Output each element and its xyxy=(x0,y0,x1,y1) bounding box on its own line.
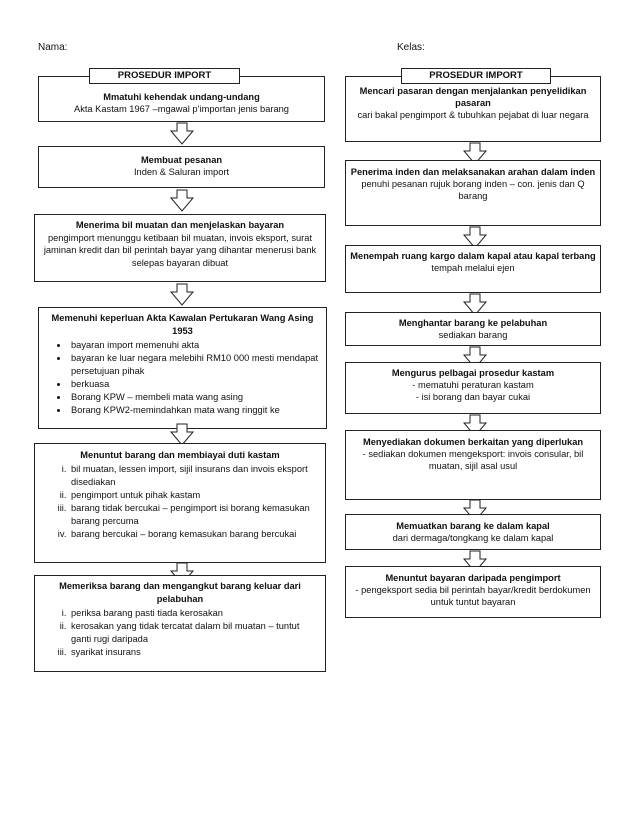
right-b7-title: Memuatkan barang ke dalam kapal xyxy=(396,521,550,531)
left-b5-list xyxy=(39,463,321,541)
left-b4-list xyxy=(43,339,322,417)
left-box-memeriksa xyxy=(34,575,326,672)
right-b8-title: Menuntut bayaran daripada pengimport xyxy=(385,573,561,583)
left-b6-item: iii. syarikat insurans xyxy=(69,646,321,659)
right-b5-title: Mengurus pelbagai prosedur kastam xyxy=(391,368,555,378)
right-prosedur-tag: PROSEDUR IMPORT xyxy=(401,68,551,84)
right-box-bayaran xyxy=(345,566,601,618)
right-b2-body: penuhi pesanan rujuk borang inden – con. jenis dan Q barang xyxy=(361,179,585,201)
right-box-memuatkan xyxy=(345,514,601,550)
left-box-pesanan xyxy=(38,146,325,188)
left-b5-item: ii. pengimport untuk pihak kastam xyxy=(69,489,321,502)
right-b7-body: dari dermaga/tongkang ke dalam kapal xyxy=(392,533,554,543)
right-box-ruang-kargo xyxy=(345,245,601,293)
left-b4-item: • Borang KPW – membeli mata wang asing xyxy=(69,391,322,404)
left-b6-item: ii. kerosakan yang tidak tercatat dalam bil muatan – tuntut ganti rugi daripada xyxy=(69,620,321,646)
right-box-pasaran xyxy=(345,76,601,142)
left-b5-item: i. bil muatan, lessen import, sijil insurans dan invois eksport disediakan xyxy=(69,463,321,489)
nama-label: Nama: xyxy=(38,42,68,53)
right-b5-line1: - mematuhi peraturan kastam xyxy=(412,380,534,390)
left-b5-item: iii. barang tidak bercukai – pengimport isi borang kemasukan barang percuma xyxy=(69,502,321,528)
left-b6-title: Memeriksa barang dan mengangkut barang keluar dari pelabuhan xyxy=(59,581,301,604)
right-b4-body: sediakan barang xyxy=(438,330,508,340)
left-b4-item: • bayaran ke luar negara melebihi RM10 000 mesti mendapat persetujuan pihak xyxy=(69,352,322,378)
left-b2-body: Inden & Saluran import xyxy=(133,167,230,177)
left-arrow-3 xyxy=(170,283,194,307)
left-arrow-1 xyxy=(170,122,194,146)
right-box-pelabuhan xyxy=(345,312,601,346)
left-prosedur-tag: PROSEDUR IMPORT xyxy=(89,68,240,84)
left-b1-body: Akta Kastam 1967 –mgawal p’importan jenis barang xyxy=(74,104,289,114)
right-b5-line2: - isi borang dan bayar cukai xyxy=(415,392,531,402)
right-b1-title: Mencari pasaran dengan menjalankan penyelidikan pasaran xyxy=(359,86,587,108)
kelas-label: Kelas: xyxy=(397,42,425,53)
right-b3-body: tempah melalui ejen xyxy=(431,263,515,273)
right-b6-body: - sediakan dokumen mengeksport: invois consular, bil muatan, sijil asal usul xyxy=(362,449,584,471)
left-b6-list xyxy=(39,607,321,659)
right-b3-title: Menempah ruang kargo dalam kapal atau kapal terbang xyxy=(350,251,596,261)
left-b4-title: Memenuhi keperluan Akta Kawalan Pertukaran Wang Asing 1953 xyxy=(51,313,314,336)
right-box-dokumen xyxy=(345,430,601,500)
left-b5-item: iv. barang bercukai – borang kemasukan barang bercukai xyxy=(69,528,321,541)
left-box-duti-kastam xyxy=(34,443,326,563)
left-box-akta-kawalan xyxy=(38,307,327,429)
left-b3-body: pengimport menunggu ketibaan bil muatan, invois eksport, surat jaminan kredit dan bil perintah bayar yang dihantar menerusi bank selepas bayaran dibuat xyxy=(43,232,317,268)
left-b3-title: Menerima bil muatan dan menjelaskan bayaran xyxy=(75,220,285,230)
right-b6-title: Menyediakan dokumen berkaitan yang diperlukan xyxy=(362,437,584,447)
right-b4-title: Menghantar barang ke pelabuhan xyxy=(398,318,548,328)
left-b2-title: Membuat pesanan xyxy=(140,155,223,165)
right-box-inden xyxy=(345,160,601,226)
right-b1-body: cari bakal pengimport & tubuhkan pejabat di luar negara xyxy=(357,110,589,120)
left-b6-item: i. periksa barang pasti tiada kerosakan xyxy=(69,607,321,620)
left-arrow-2 xyxy=(170,189,194,213)
left-b4-item: • Borang KPW2-memindahkan mata wang ringgit ke xyxy=(69,404,322,417)
right-b2-title: Penerima inden dan melaksanakan arahan dalam inden xyxy=(350,167,596,177)
left-b5-title: Menuntut barang dan membiayai duti kastam xyxy=(80,450,280,460)
left-b4-item: • bayaran import memenuhi akta xyxy=(69,339,322,352)
left-b1-title: Mmatuhi kehendak undang-undang xyxy=(103,92,260,102)
left-box-bil-muatan xyxy=(34,214,326,282)
right-box-prosedur-kastam xyxy=(345,362,601,414)
left-b4-item: • berkuasa xyxy=(69,378,322,391)
right-b8-body: - pengeksport sedia bil perintah bayar/kredit berdokumen untuk tuntut bayaran xyxy=(355,585,591,607)
